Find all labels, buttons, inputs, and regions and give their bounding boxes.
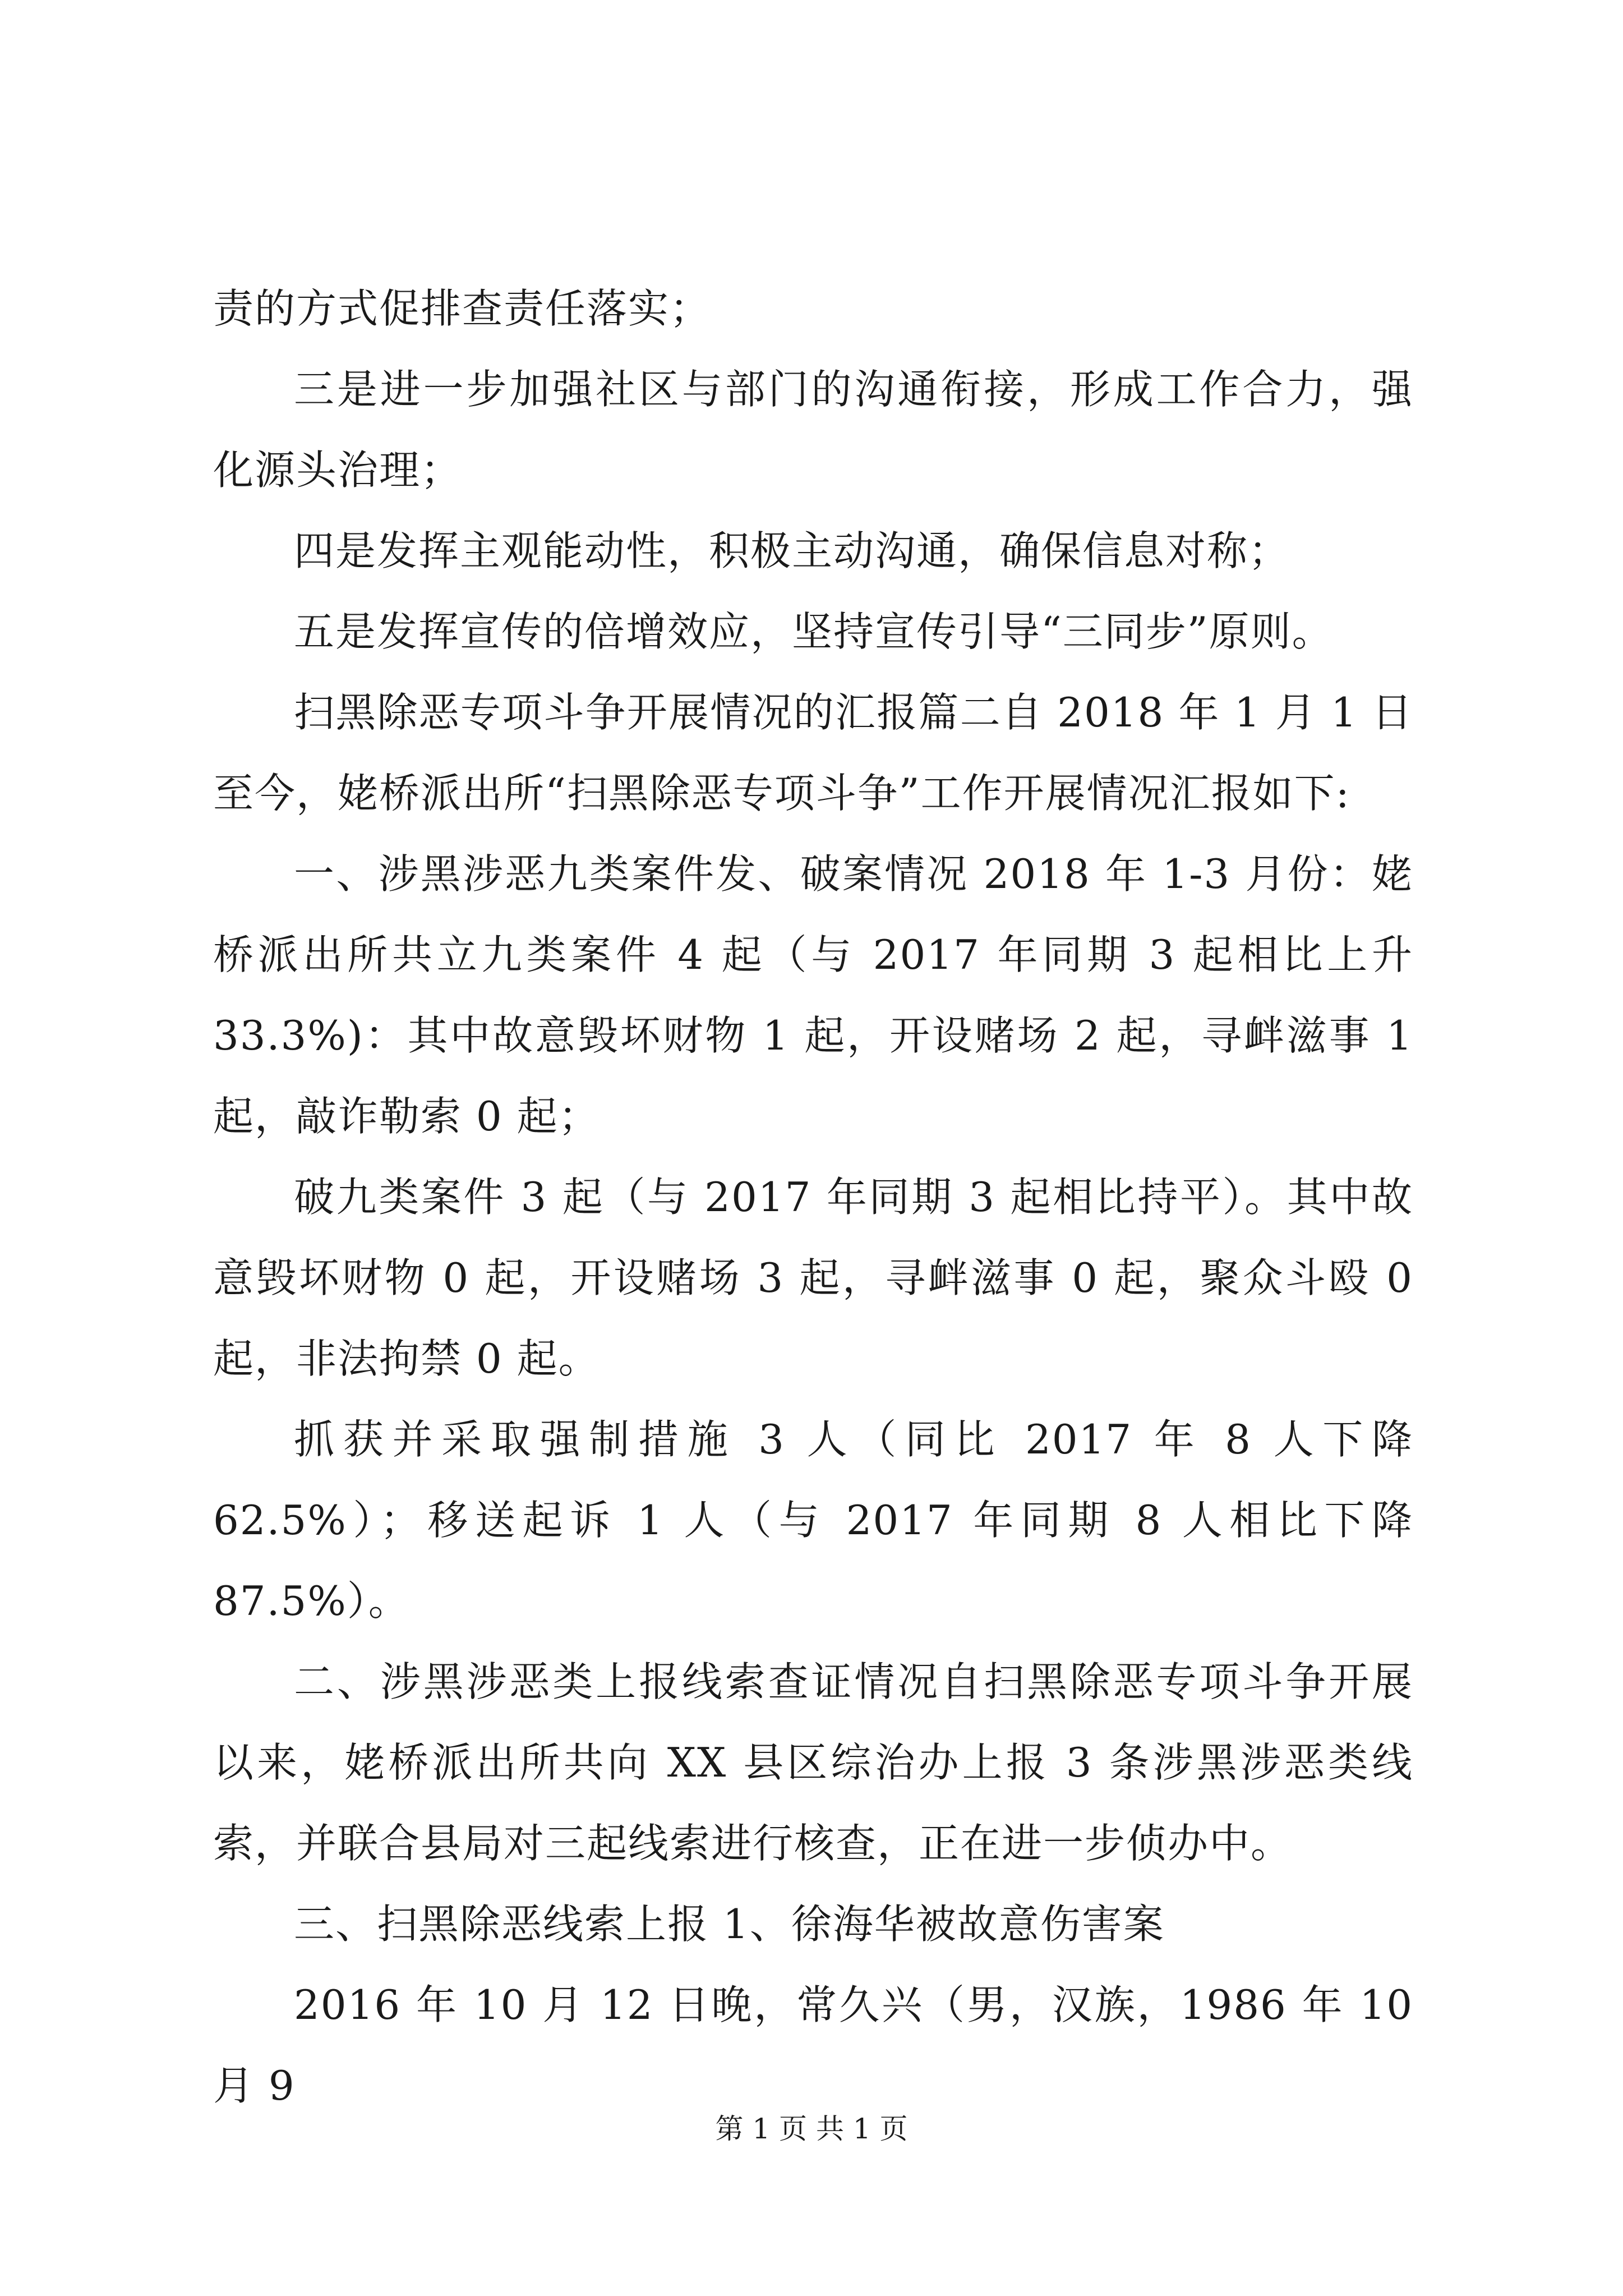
paragraph-5: 扫黑除恶专项斗争开展情况的汇报篇二自 2018 年 1 月 1 日至今，姥桥派出所“扫黑除恶专项斗争”工作开展情况汇报如下: [213, 689, 1413, 817]
document-body [213, 268, 1427, 2126]
paragraph-2: 三是进一步加强社区与部门的沟通衔接，形成工作合力，强化源头治理； [213, 366, 1413, 494]
paragraph-1: 责的方式促排查责任落实； [213, 285, 712, 332]
paragraph-3: 四是发挥主观能动性，积极主动沟通，确保信息对称； [294, 527, 1290, 574]
paragraph-8: 抓获并采取强制措施 3 人（同比 2017 年 8 人下降 62.5%）；移送起诉 1 人（与 2017 年同期 8 人相比下降 87.5%）。 [213, 1416, 1427, 1625]
paragraph-11: 2016 年 10 月 12 日晚，常久兴（男，汉族，1986 年 10 月 9 [213, 1981, 1427, 2109]
paragraph-4: 五是发挥宣传的倍增效应，坚持宣传引导“三同步”原则。 [294, 608, 1334, 655]
paragraph-10: 三、扫黑除恶线索上报 1、徐海华被故意伤害案 [294, 1901, 1165, 1948]
page-footer: 第 1 页 共 1 页 [715, 2113, 908, 2145]
paragraph-9: 二、涉黑涉恶类上报线索查证情况自扫黑除恶专项斗争开展以来，姥桥派出所共向 XX 县区综治办上报 3 条涉黑涉恶类线索，并联合县局对三起线索进行核查，正在进一步侦办中。 [213, 1658, 1413, 1867]
paragraph-7: 破九类案件 3 起（与 2017 年同期 3 起相比持平）。其中故意毁坏财物 0 起，开设赌场 3 起，寻衅滋事 0 起，聚众斗殴 0 起，非法拘禁 0 起。 [213, 1174, 1427, 1382]
paragraph-6: 一、涉黑涉恶九类案件发、破案情况 2018 年 1-3 月份：姥桥派出所共立九类案件 4 起（与 2017 年同期 3 起相比上升 33.3%)：其中故意毁坏财物 1 起，开设赌场 2 起，寻衅滋事 1 起，敲诈勒索 0 起； [213, 850, 1427, 1140]
